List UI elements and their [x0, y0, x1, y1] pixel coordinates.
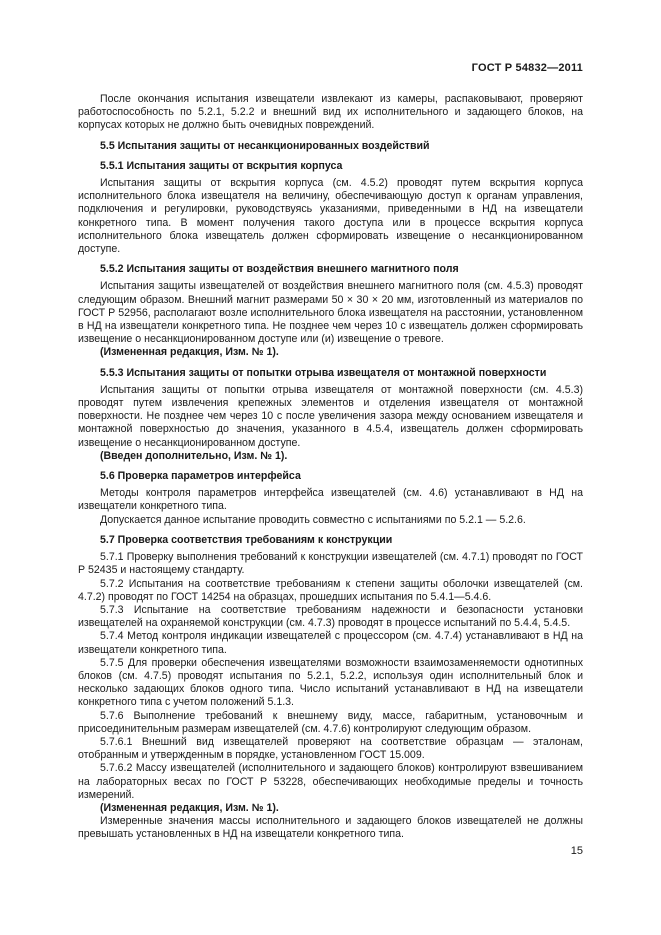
paragraph: Испытания защиты извещателей от воздействия внешнего магнитного поля (см. 4.5.3) проводят следующим образом. Внешний магнит размерами 50 × 30 × 20 мм, изготовленный из материалов по ГОСТ Р 52956, располагают возле исполнительного блока извещателя на расстоянии, установленном в НД на извещатели конкретного типа. Не позднее чем через 10 с извещатель должен сформировать извещение о несанкционированном доступе или (и) извещение о тревоге.: [78, 280, 583, 346]
document-body: [78, 93, 583, 842]
paragraph: 5.7.6.1 Внешний вид извещателей проверяют на соответствие образцам — эталонам, отобранным и утвержденным в порядке, установленном ГОСТ 15.009.: [78, 735, 583, 762]
section-heading-5-5: 5.5 Испытания защиты от несанкционированных воздействий: [100, 139, 430, 152]
page-number: 15: [570, 845, 583, 857]
section-heading-5-7: 5.7 Проверка соответствия требованиям к конструкции: [100, 533, 393, 546]
amendment-note: (Введен дополнительно, Изм. № 1).: [100, 449, 288, 462]
paragraph: 5.7.1 Проверку выполнения требований к конструкции извещателей (см. 4.7.1) проводят по ГОСТ Р 52435 и настоящему стандарту.: [78, 551, 583, 577]
paragraph: 5.7.4 Метод контроля индикации извещателей с процессором (см. 4.7.4) устанавливают в НД на извещатели конкретного типа.: [78, 630, 583, 656]
section-heading-5-6: 5.6 Проверка параметров интерфейса: [100, 470, 301, 483]
paragraph: 5.7.6.2 Массу извещателей (исполнительного и задающего блоков) контролируют взвешиванием на лабораторных весах по ГОСТ Р 53228, обеспечивающих необходимые пределы и точность измерений.: [78, 762, 583, 801]
paragraph: 5.7.6 Выполнение требований к внешнему виду, массе, габаритным, установочным и присоединительным размерам извещателей (см. 4.7.6) контролируют следующим образом.: [78, 709, 583, 735]
paragraph: 5.7.2 Испытания на соответствие требованиям к степени защиты оболочки извещателей (см. 4.7.2) проводят по ГОСТ 14254 на образцах, прошедших испытания по 5.4.1—5.4.6.: [78, 577, 583, 603]
paragraph: Измеренные значения массы исполнительного и задающего блоков извещателей не должны превышать установленных в НД на извещатели конкретного типа.: [78, 815, 583, 841]
paragraph: 5.7.5 Для проверки обеспечения извещателями возможности взаимозаменяемости однотипных блоков (см. 4.7.5) проводят испытания по 5.2.1, 5.2.2, используя один исполнительный блок и несколько задающих блоков одного типа. Число испытаний устанавливают в НД на извещатели конкретного типа с учетом положений 5.1.3.: [78, 656, 583, 709]
document-code: ГОСТ Р 54832—2011: [471, 62, 583, 74]
paragraph: После окончания испытания извещатели извлекают из камеры, распаковывают, проверяют работоспособность по 5.2.1, 5.2.2 и внешний вид их исполнительного и задающего блоков, на корпусах которых не должно быть очевидных повреждений.: [78, 93, 583, 132]
section-heading-5-5-1: 5.5.1 Испытания защиты от вскрытия корпуса: [100, 159, 343, 172]
section-heading-5-5-3: 5.5.3 Испытания защиты от попытки отрыва извещателя от монтажной поверхности: [100, 366, 547, 379]
paragraph: 5.7.3 Испытание на соответствие требованиям надежности и безопасности установки извещателей на охраняемой конструкции (см. 4.7.3) проводят в процессе испытаний по 5.4.4, 5.4.5.: [78, 603, 583, 630]
section-heading-5-5-2: 5.5.2 Испытания защиты от воздействия внешнего магнитного поля: [100, 263, 459, 276]
paragraph: Допускается данное испытание проводить совместно с испытаниями по 5.2.1 — 5.2.6.: [100, 513, 526, 526]
paragraph: Испытания защиты от вскрытия корпуса (см. 4.5.2) проводят путем вскрытия корпуса исполнительного блока извещателя на величину, обеспечивающую доступ к органам управления, подключения и регулировки, руководствуясь указаниями, приведенными в НД на извещатели конкретного типа. В момент получения такого доступа или в процессе вскрытия корпуса исполнительного блока извещатель должен сформировать извещение о несанкционированном доступе.: [78, 177, 583, 256]
amendment-note: (Измененная редакция, Изм. № 1).: [100, 801, 279, 814]
paragraph: Испытания защиты от попытки отрыва извещателя от монтажной поверхности (см. 4.5.3) проводят путем извлечения крепежных элементов и отделения извещателя от монтажной поверхности. Не позднее чем через 10 с после увеличения зазора между основанием извещателя и монтажной поверхностью до значения, указанного в 4.5.4, извещатель должен сформировать извещение о несанкционированном доступе.: [78, 383, 583, 449]
paragraph: Методы контроля параметров интерфейса извещателей (см. 4.6) устанавливают в НД на извещатели конкретного типа.: [78, 487, 583, 513]
amendment-note: (Измененная редакция, Изм. № 1).: [100, 346, 279, 359]
